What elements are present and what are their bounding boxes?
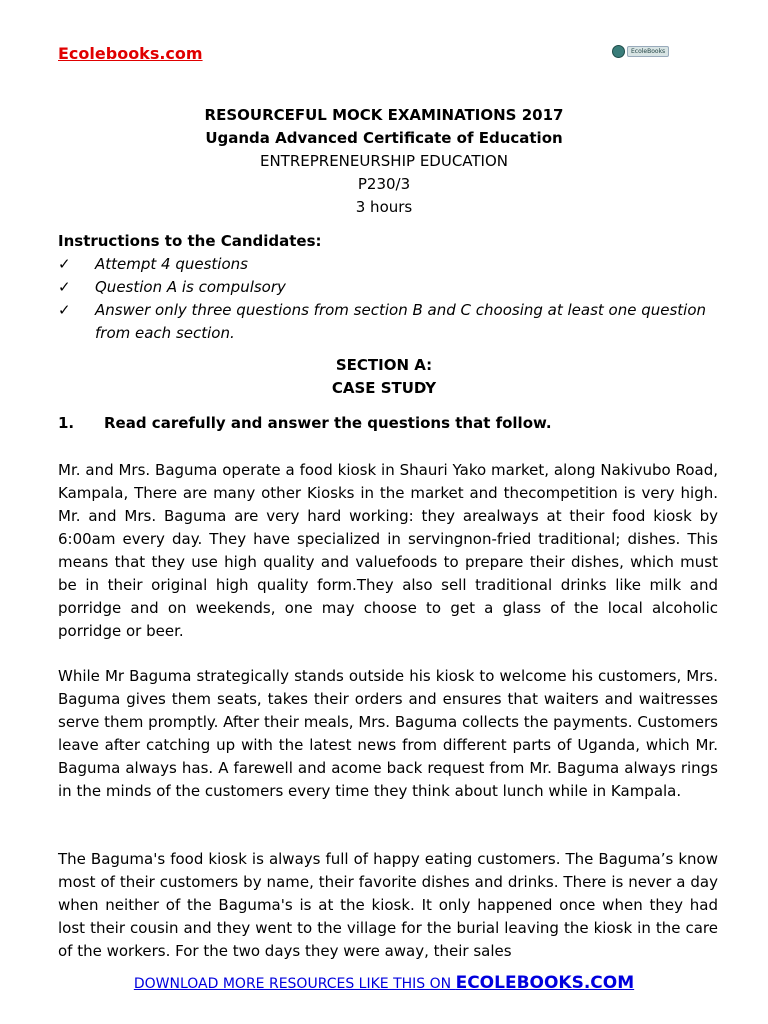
- exam-duration: 3 hours: [355, 198, 413, 216]
- instruction-text: Answer only three questions from section B and C choosing at least one question from each section.: [95, 301, 707, 342]
- footer-prefix[interactable]: DOWNLOAD MORE RESOURCES LIKE THIS ON: [133, 976, 456, 992]
- case-paragraph-3: The Baguma's food kiosk is always full of happy eating customers. The Baguma’s know most of their customers by name, their favorite dishes and drinks. There is never a day when neither of the Baguma's is at the kiosk. It only happened once when they had lost their cousin and they went to the village for the burial leaving the kiosk in the care of the workers. For the two days they were away, their sales: [58, 850, 718, 960]
- case-paragraph-1: Mr. and Mrs. Baguma operate a food kiosk in Shauri Yako market, along Nakivubo Road, Kampala, There are many other Kiosks in the market and thecompetition is very high. Mr. and Mrs. Baguma are very hard working: they arealways at their food kiosk by 6:00am every day. They have specialized in servingnon-fried traditional; dishes. This means that they use high quality and valuefoods to prepare their dishes, which must be in their original high quality form.They also sell traditional drinks like milk and porridge and on weekends, one may choose to get a glass of the local alcoholic porridge or beer.: [58, 461, 718, 640]
- question-number: 1.: [58, 414, 75, 432]
- exam-title: RESOURCEFUL MOCK EXAMINATIONS 2017: [204, 106, 564, 124]
- check-icon: ✓: [58, 301, 71, 319]
- check-icon: ✓: [58, 255, 71, 273]
- instruction-item: [58, 253, 718, 276]
- download-footer-link[interactable]: [0, 973, 768, 993]
- instruction-text: Question A is compulsory: [95, 278, 286, 296]
- instruction-text: Attempt 4 questions: [95, 255, 248, 273]
- exam-paper-code: P230/3: [357, 175, 411, 193]
- section-heading: [0, 354, 768, 400]
- instructions: [58, 230, 718, 345]
- exam-header: [0, 104, 768, 219]
- exam-subject: ENTREPRENEURSHIP EDUCATION: [259, 152, 509, 170]
- instruction-item: [58, 299, 718, 345]
- question-1: [58, 414, 552, 432]
- case-paragraph-2: While Mr Baguma strategically stands outside his kiosk to welcome his customers, Mrs. Baguma gives them seats, takes their orders and ensures that waiters and waitresses serve them promptly. After their meals, Mrs. Baguma collects the payments. Customers leave after catching up with the latest news from different parts of Uganda, which Mr. Baguma always has. A farewell and acome back request from Mr. Baguma always rings in the minds of the customers every time they think about lunch while in Kampala.: [58, 667, 718, 800]
- check-icon: ✓: [58, 278, 71, 296]
- section-title: SECTION A:: [335, 356, 433, 374]
- instruction-item: [58, 276, 718, 299]
- logo-globe-icon: [612, 45, 625, 58]
- footer-brand[interactable]: ECOLEBOOKS.COM: [455, 973, 635, 993]
- site-link[interactable]: Ecolebooks.com: [58, 44, 203, 63]
- logo-text: EcoleBooks: [627, 46, 669, 57]
- section-subtitle: CASE STUDY: [331, 379, 437, 397]
- ecolebooks-logo: [612, 45, 669, 58]
- instructions-title: Instructions to the Candidates:: [58, 232, 322, 250]
- question-text: Read carefully and answer the questions that follow.: [104, 414, 552, 432]
- exam-board: Uganda Advanced Certificate of Education: [205, 129, 563, 147]
